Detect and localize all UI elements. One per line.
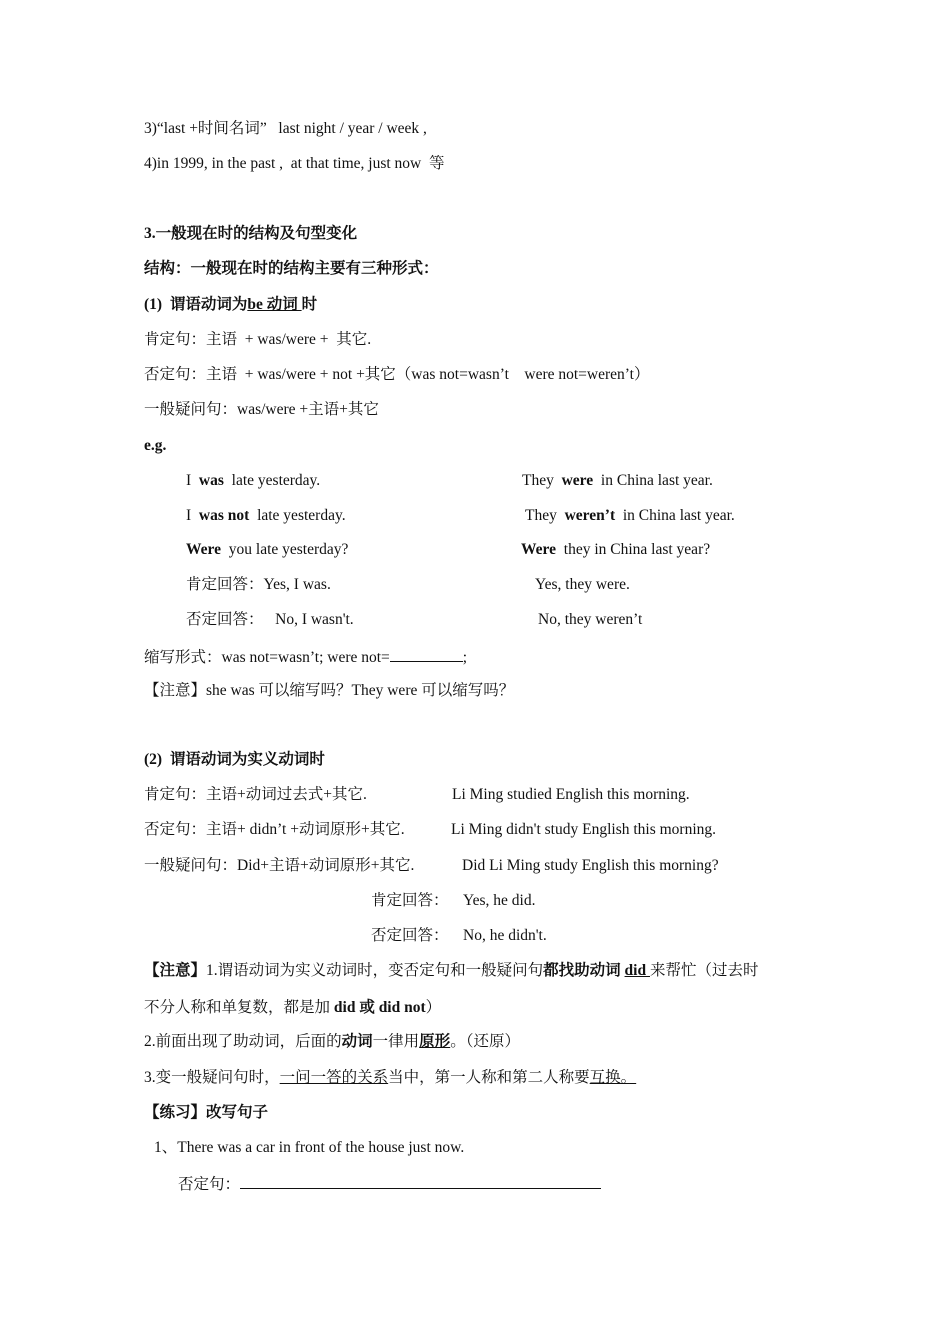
answer-blank[interactable] (240, 1173, 601, 1189)
part2-no-label: 否定回答： (371, 927, 449, 944)
note-text: ） (425, 999, 442, 1016)
note-1-line-2 (144, 998, 441, 1018)
part1-heading-suffix: 时 (301, 296, 318, 313)
example-right-5: No, they weren’t (538, 611, 643, 628)
part1-negative: 否定句：主语 + was/were + not +其它（was not=wasn’t were not=weren’t） (144, 366, 650, 383)
part2-yes-label: 肯定回答： (371, 892, 449, 909)
note-text: 一律用 (372, 1033, 420, 1050)
example-text: late yesterday. (223, 472, 321, 489)
note-3 (144, 1068, 636, 1088)
example-text: in China last year. (593, 472, 713, 489)
note-emphasis: 都找助动词 (543, 962, 625, 979)
note-text: 。（还原） (450, 1033, 520, 1050)
time-word-item-4: 4)in 1999, in the past , at that time, just now 等 (144, 155, 445, 172)
example-verb: Were (521, 541, 557, 558)
structure-intro: 结构：一般现在时的结构主要有三种形式： (144, 260, 439, 277)
example-text: They (522, 472, 562, 489)
example-left-4: 肯定回答：Yes, I was. (186, 576, 331, 593)
exercise-negative-line (178, 1173, 601, 1195)
part2-yes-answer: Yes, he did. (463, 892, 536, 909)
part1-heading-prefix: (1) 谓语动词为 (144, 296, 248, 313)
example-left-3 (186, 540, 348, 560)
part1-question: 一般疑问句：was/were +主语+其它 (144, 401, 379, 418)
example-text: I (186, 507, 199, 524)
part2-question-example: Did Li Ming study English this morning? (462, 857, 719, 874)
example-text: late yesterday. (249, 507, 346, 524)
part2-heading: (2) 谓语动词为实义动词时 (144, 751, 325, 768)
note-1-line-1 (144, 961, 759, 981)
part2-negative-example: Li Ming didn't study English this morning. (451, 821, 717, 838)
note-text: 3.变一般疑问句时， (144, 1069, 280, 1086)
part1-heading-be-verb: be 动词 (247, 296, 302, 313)
part2-question-rule: 一般疑问句：Did+主语+动词原形+其它. (144, 857, 415, 874)
exercise-negative-label: 否定句： (178, 1176, 241, 1193)
part1-heading (144, 295, 317, 315)
example-text: you late yesterday? (221, 541, 349, 558)
part2-affirmative-rule: 肯定句：主语+动词过去式+其它. (144, 786, 367, 803)
example-verb: were (561, 472, 594, 489)
example-verb: was not (198, 507, 250, 524)
example-right-1 (522, 471, 713, 491)
note-did: did (624, 962, 650, 979)
example-right-2 (525, 506, 735, 526)
part2-negative-rule: 否定句：主语+ didn’t +动词原形+其它. (144, 821, 405, 838)
example-left-5: 否定回答： No, I wasn't. (186, 611, 354, 628)
note-text: 不分人称和单复数，都是加 (144, 999, 334, 1016)
example-right-3 (521, 540, 710, 560)
note-underline: 互换。 (589, 1069, 637, 1086)
exercise-heading: 【练习】改写句子 (144, 1104, 269, 1121)
note-emphasis: did 或 did not (333, 999, 426, 1016)
example-right-4: Yes, they were. (535, 576, 630, 593)
time-word-item-3: 3)“last +时间名词” last night / year / week , (144, 120, 427, 137)
contraction-text: ; (462, 649, 468, 666)
fill-blank[interactable] (390, 646, 463, 662)
note-emphasis: 原形 (419, 1033, 451, 1050)
part1-affirmative: 肯定句：主语 + was/were + 其它. (144, 331, 372, 348)
example-verb: was (198, 472, 224, 489)
contraction-text: 缩写形式：was not=wasn’t; were not= (144, 649, 390, 666)
contraction-line (144, 646, 467, 668)
part2-no-answer: No, he didn't. (463, 927, 547, 944)
example-verb: weren’t (564, 507, 616, 524)
example-verb: Were (186, 541, 222, 558)
note-text: 来帮忙（过去时 (649, 962, 759, 979)
example-left-1 (186, 471, 320, 491)
section-title: 3.一般现在时的结构及句型变化 (144, 225, 358, 242)
part1-note: 【注意】she was 可以缩写吗？They were 可以缩写吗？ (144, 682, 515, 699)
example-text: They (525, 507, 565, 524)
note-text: 当中，第一人称和第二人称要 (388, 1069, 590, 1086)
example-left-2 (186, 506, 346, 526)
example-text: I (186, 472, 199, 489)
note-emphasis: 动词 (341, 1033, 373, 1050)
note-text: 1.谓语动词为实义动词时，变否定句和一般疑问句 (206, 962, 544, 979)
note-underline: 一问一答的关系 (279, 1069, 389, 1086)
example-text: they in China last year? (556, 541, 711, 558)
exercise-item-1: 1、There was a car in front of the house just now. (154, 1139, 465, 1156)
note-label: 【注意】 (144, 962, 207, 979)
part2-affirmative-example: Li Ming studied English this morning. (452, 786, 690, 803)
example-text: in China last year. (615, 507, 735, 524)
note-2 (144, 1032, 520, 1052)
note-text: 2.前面出现了助动词，后面的 (144, 1033, 342, 1050)
eg-label: e.g. (144, 437, 167, 454)
